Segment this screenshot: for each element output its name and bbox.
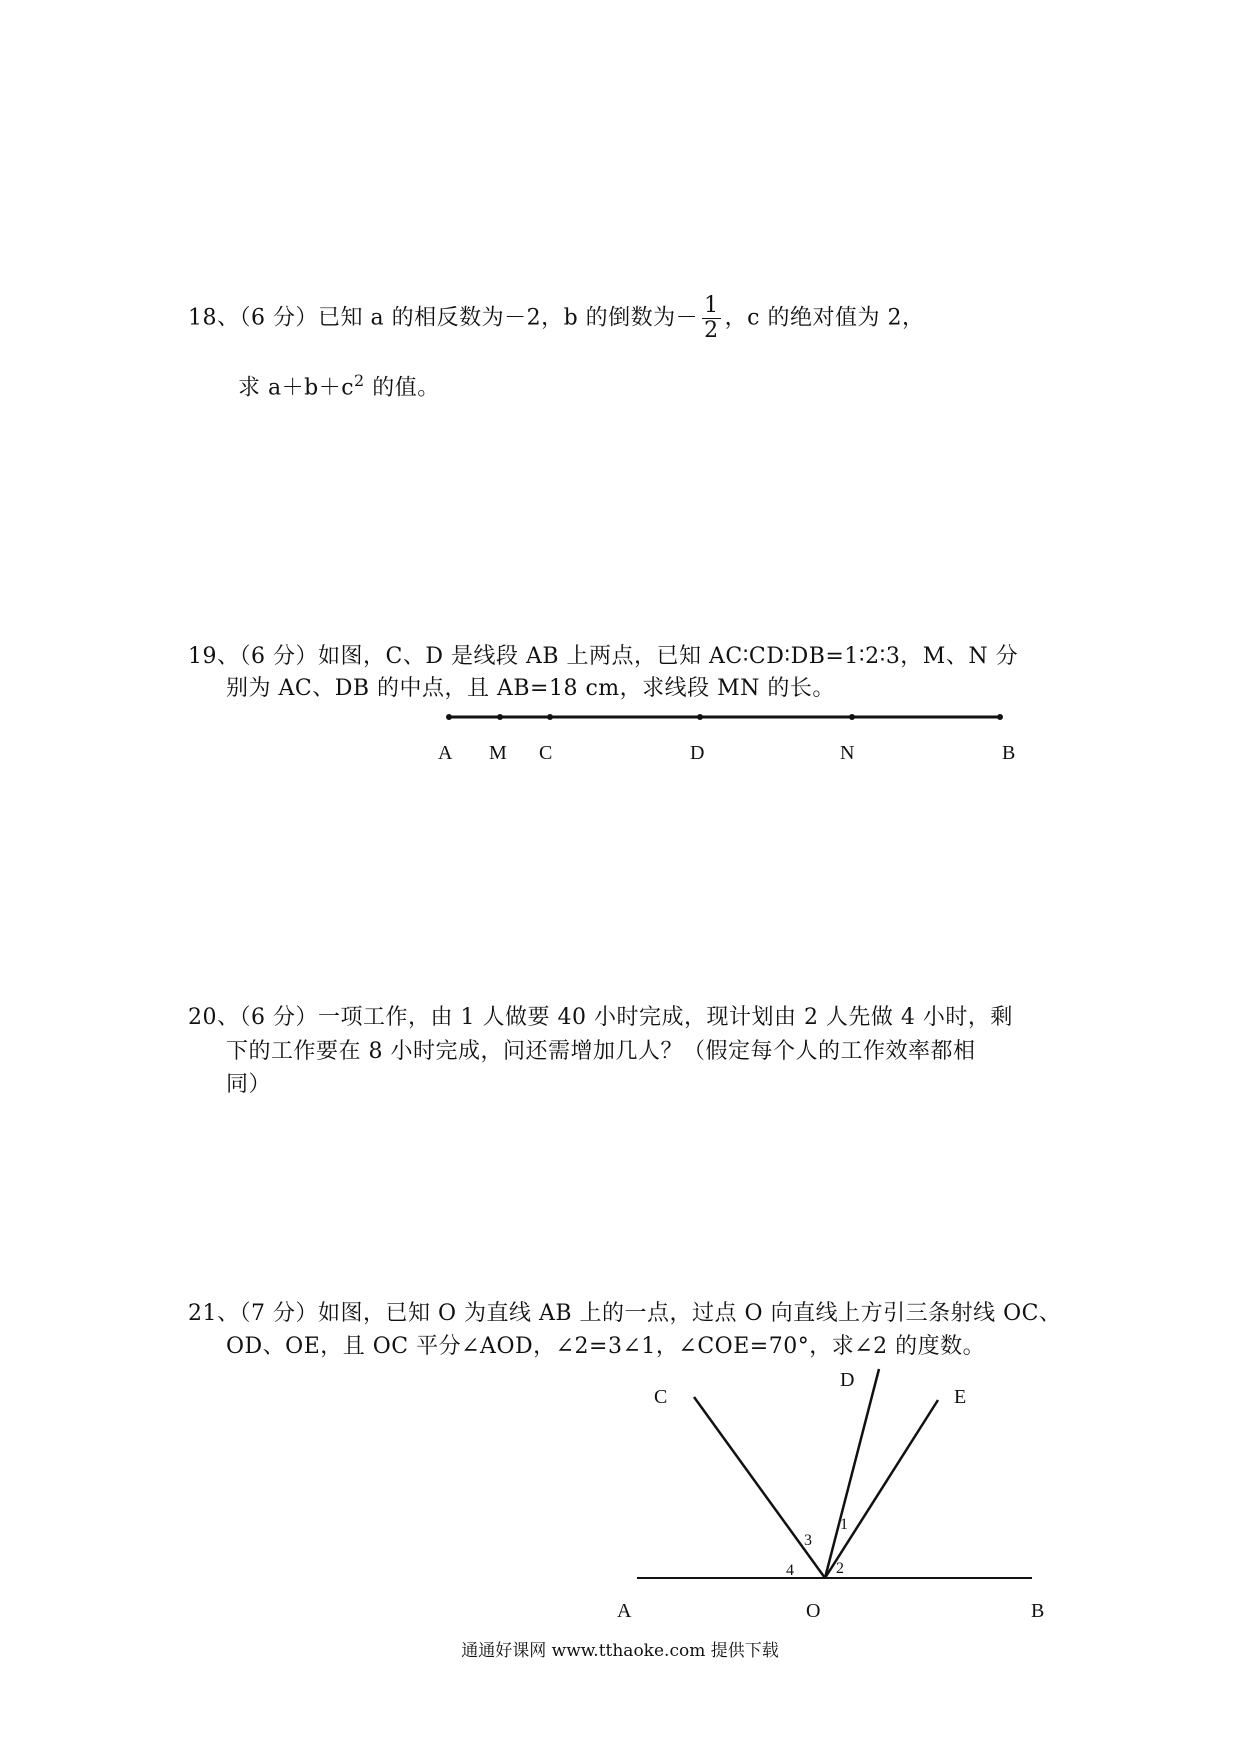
question-21-line1: 21、（7 分）如图，已知 O 为直线 AB 上的一点，过点 O 向直线上方引三条射线 OC、 (188, 1301, 1062, 1326)
question-20-line2: 下的工作要在 8 小时完成，问还需增加几人？（假定每个人的工作效率都相 (226, 1039, 976, 1064)
label-angle-o: O (806, 1600, 821, 1622)
question-20-line3: 同） (226, 1072, 272, 1097)
point-a (446, 714, 452, 720)
label-angle-3: 3 (804, 1532, 812, 1549)
label-angle-b: B (1031, 1600, 1045, 1622)
label-angle-e: E (954, 1386, 967, 1408)
label-c: C (539, 742, 553, 764)
label-m: M (489, 742, 507, 764)
label-angle-4: 4 (786, 1562, 794, 1579)
question-21-line2: OD、OE，且 OC 平分∠AOD，∠2=3∠1，∠COE=70°，求∠2 的度数。 (226, 1334, 986, 1359)
point-b (997, 714, 1003, 720)
ray-oe (825, 1400, 938, 1578)
ray-od (825, 1369, 879, 1578)
label-angle-2: 2 (836, 1560, 844, 1577)
question-18-line2: 求 $a+b+c^2$ 的值。 (238, 371, 440, 401)
label-angle-1: 1 (840, 1516, 848, 1533)
question-19-line1: 19、（6 分）如图，C、D 是线段 AB 上两点，已知 AC∶CD∶DB=1∶2∶3，M、N 分 (188, 644, 1019, 669)
label-n: N (840, 742, 855, 764)
label-angle-d: D (840, 1369, 855, 1391)
point-n (849, 714, 855, 720)
question-20-line1: 20、（6 分）一项工作，由 1 人做要 40 小时完成，现计划由 2 人先做 4 小时，剩 (188, 1005, 1013, 1030)
label-d: D (690, 742, 705, 764)
q18-text-b: ，c 的绝对值为 2， (724, 305, 925, 331)
footer-source: 通通好课网 www.tthaoke.com 提供下载 (461, 1641, 779, 1661)
point-d (697, 714, 703, 720)
label-angle-a: A (617, 1600, 632, 1622)
label-b: B (1002, 742, 1016, 764)
ray-oc (694, 1397, 825, 1578)
point-c (547, 714, 553, 720)
point-m (497, 714, 503, 720)
q18-text-a: 18、（6 分）已知 a 的相反数为－2，b 的倒数为－ (188, 305, 699, 331)
label-a: A (438, 742, 453, 764)
label-angle-c: C (654, 1386, 668, 1408)
fraction: $\frac{1}{2}$ (704, 293, 719, 343)
question-19-line2: 别为 AC、DB 的中点，且 AB=18 cm，求线段 MN 的长。 (226, 676, 835, 701)
